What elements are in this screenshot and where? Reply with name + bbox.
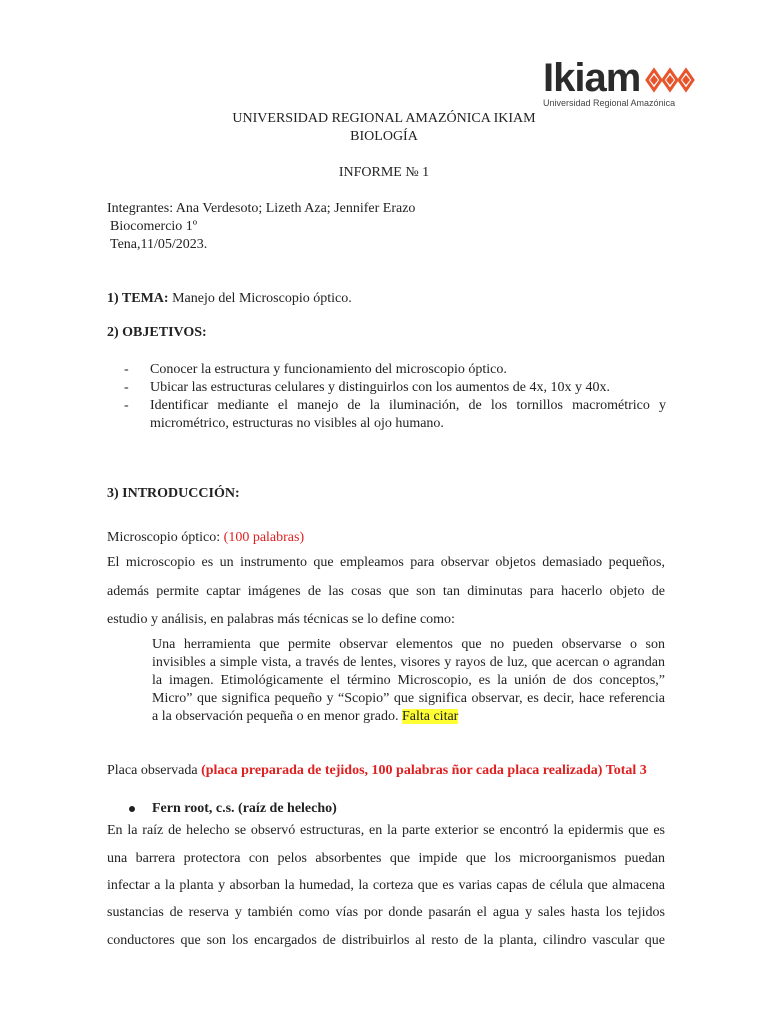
placa-paragraph-line: En la raíz de helecho se observó estructuras, en la parte exterior se encontró la epidermis que es bbox=[107, 823, 665, 838]
university-title: UNIVERSIDAD REGIONAL AMAZÓNICA IKIAM bbox=[232, 111, 536, 126]
quote-line: a la observación pequeña o en menor grado. bbox=[152, 709, 402, 724]
report-title: INFORME № 1 bbox=[338, 165, 430, 180]
introduccion-heading: 3) INTRODUCCIÓN: bbox=[107, 486, 240, 501]
tema-text: Manejo del Microscopio óptico. bbox=[168, 291, 352, 306]
placa-label: Placa observada bbox=[107, 763, 202, 778]
logo-diamond-marks-icon bbox=[645, 66, 695, 94]
intro-paragraph-line: El microscopio es un instrumento que empleamos para observar objetos demasiado pequeños, bbox=[107, 555, 665, 570]
objetivos-heading: 2) OBJETIVOS: bbox=[107, 325, 207, 340]
placa-paragraph-line: sustancias de reserva y también como vías por donde pasarán el agua y sales hasta los tejidos bbox=[107, 905, 665, 920]
placa-paragraph-line: conductores que son los encargados de distribuirlos al resto de la planta, cilindro vascular que bbox=[107, 933, 665, 948]
course-line: Biocomercio 1º bbox=[110, 219, 198, 234]
review-comment-highlight: Falta citar bbox=[401, 709, 459, 724]
intro-paragraph-line: además permite captar imágenes de las cosas que son tan diminutas para hacerlo objeto de bbox=[107, 584, 665, 599]
list-dash: - bbox=[124, 362, 129, 377]
logo-word: Ikiam bbox=[543, 56, 641, 100]
placa-heading bbox=[107, 763, 647, 779]
intro-paragraph-line: estudio y análisis, en palabras más técnicas se lo define como: bbox=[107, 612, 455, 627]
ikiam-logo bbox=[540, 56, 700, 112]
objetivo-item-continuation: micrométrico, estructuras no visibles al ojo humano. bbox=[150, 416, 444, 431]
fern-root-bullet: Fern root, c.s. (raíz de helecho) bbox=[152, 801, 337, 816]
placa-paragraph-line: una barrera protectora con pelos absorbentes que impide que los microorganismos puedan bbox=[107, 851, 665, 866]
logo-subtitle: Universidad Regional Amazónica bbox=[543, 98, 676, 108]
objetivo-item: Identificar mediante el manejo de la iluminación, de los tornillos macrométrico y bbox=[150, 398, 666, 413]
program-title: BIOLOGÍA bbox=[350, 129, 418, 144]
tema-label: 1) TEMA: bbox=[107, 291, 169, 306]
list-dash: - bbox=[124, 380, 129, 395]
bullet-icon bbox=[129, 806, 135, 812]
microscopio-label: Microscopio óptico: bbox=[107, 530, 224, 545]
members-line: Integrantes: Ana Verdesoto; Lizeth Aza; Jennifer Erazo bbox=[107, 201, 416, 216]
quote-line: invisibles a simple vista, a través de lentes, visores y rayos de luz, que acercan o agrandan bbox=[152, 655, 665, 670]
placa-paragraph-line: infectar a la planta y absorban la humedad, la corteza que es varias capas de célula que almacena bbox=[107, 878, 665, 893]
placa-note: (placa preparada de tejidos, 100 palabras ñor cada placa realizada) Total 3 bbox=[201, 763, 647, 778]
objetivo-item: Conocer la estructura y funcionamiento del microscopio óptico. bbox=[150, 362, 507, 377]
microscopio-subheading bbox=[107, 530, 304, 546]
place-date-line: Tena,11/05/2023. bbox=[110, 237, 208, 252]
quote-line: Una herramienta que permite observar elementos que no pueden observarse o son bbox=[152, 637, 665, 652]
word-count-note: (100 palabras) bbox=[223, 530, 305, 545]
quote-line: Micro” que significa pequeño y “Scopio” que significa observar, es decir, hace referencia bbox=[152, 691, 665, 706]
list-dash: - bbox=[124, 398, 129, 413]
objetivo-item: Ubicar las estructuras celulares y distinguirlos con los aumentos de 4x, 10x y 40x. bbox=[150, 380, 610, 395]
quote-last-line bbox=[152, 709, 458, 725]
tema-line bbox=[107, 291, 352, 307]
quote-line: la imagen. Etimológicamente el término Microscopio, es la unión de dos conceptos,” bbox=[152, 673, 665, 688]
